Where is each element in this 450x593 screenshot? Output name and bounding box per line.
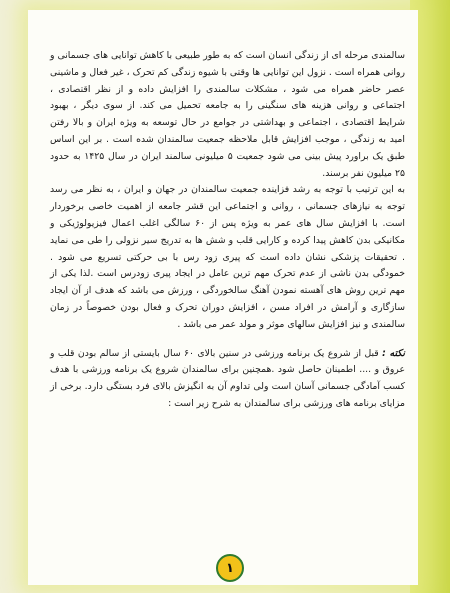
- paragraph-growth: به این ترتیب با توجه به رشد فزاینده جمعیت سالمندان در جهان و ایران ، به نظر می رسد توجه به نیازهای جسمانی ، روانی و اجتماعی این قشر جامعه از اهمیت خاصی برخوردار است. با افزایش سال های عمر به ویژه پس از ۶۰ سالگی اغلب اعمال فیزیولوژیکی و مکانیکی بدن کاهش پیدا کرده و کارایی قلب و شش ها به تدریج سیر نزولی را طی می نماید . تحقیقات پزشکی نشان داده است که پیری زود رس با بی حرکتی تسریع می شود . خمودگی بدن ناشی از عدم تحرک مهم ترین عامل در ایجاد پیری زودرس است .لذا یکی از مهم ترین روش های آهسته نمودن آهنگ سالخوردگی ، ورزش می باشد که هدف از آن ایجاد سازگاری و آرامش در افراد مسن ، افزایش دوران تحرک و فعال بودن خصوصاً در زمان سالمندی و نیز افزایش سالهای موثر و مولد عمر می باشد .: [50, 184, 405, 330]
- page-number-badge: ۱: [216, 554, 244, 582]
- paragraph-intro: سالمندی مرحله ای از زندگی انسان است که به طور طبیعی با کاهش توانایی های جسمانی و روانی همراه است . نزول این توانایی ها وقتی با شیوه زندگی کم تحرک ، غیر فعال و ماشینی عصر حاضر همراه می شود ، مشکلات سالمندی را افزایش داده و از نظر اقتصادی ، اجتماعی و روانی هزینه های سنگینی را به جامعه تحمیل می کند. از سوی دیگر ، بهبود شرایط اقتصادی ، اجتماعی و بهداشتی در جوامع در حال توسعه به ویژه ایران و بالا رفتن امید به زندگی ، موجب افزایش قابل ملاحظه جمعیت سالمندان شده است . بر این اساس طبق یک براورد پیش بینی می شود جمعیت ۵ میلیونی سالمند ایران در سال ۱۴۲۵ به حدود ۲۵ میلیون نفر برسند.: [50, 50, 405, 179]
- note-paragraph: [50, 346, 405, 413]
- note-label: نکته :: [382, 347, 406, 359]
- paragraph-gap: [50, 334, 405, 346]
- note-text: قبل از شروع یک برنامه ورزشی در سنین بالای ۶۰ سال بایستی از سالم بودن قلب و عروق و .... اطمینان حاصل شود .همچنین برای سالمندان شروع یک برنامه ورزشی با هدف کسب آمادگی جسمانی آسان است ولی تداوم آن به انگیزش بالای فرد بستگی دارد. برخی از مزایای برنامه های ورزشی برای سالمندان به شرح زیر است :: [50, 347, 405, 409]
- body-text: [50, 48, 405, 413]
